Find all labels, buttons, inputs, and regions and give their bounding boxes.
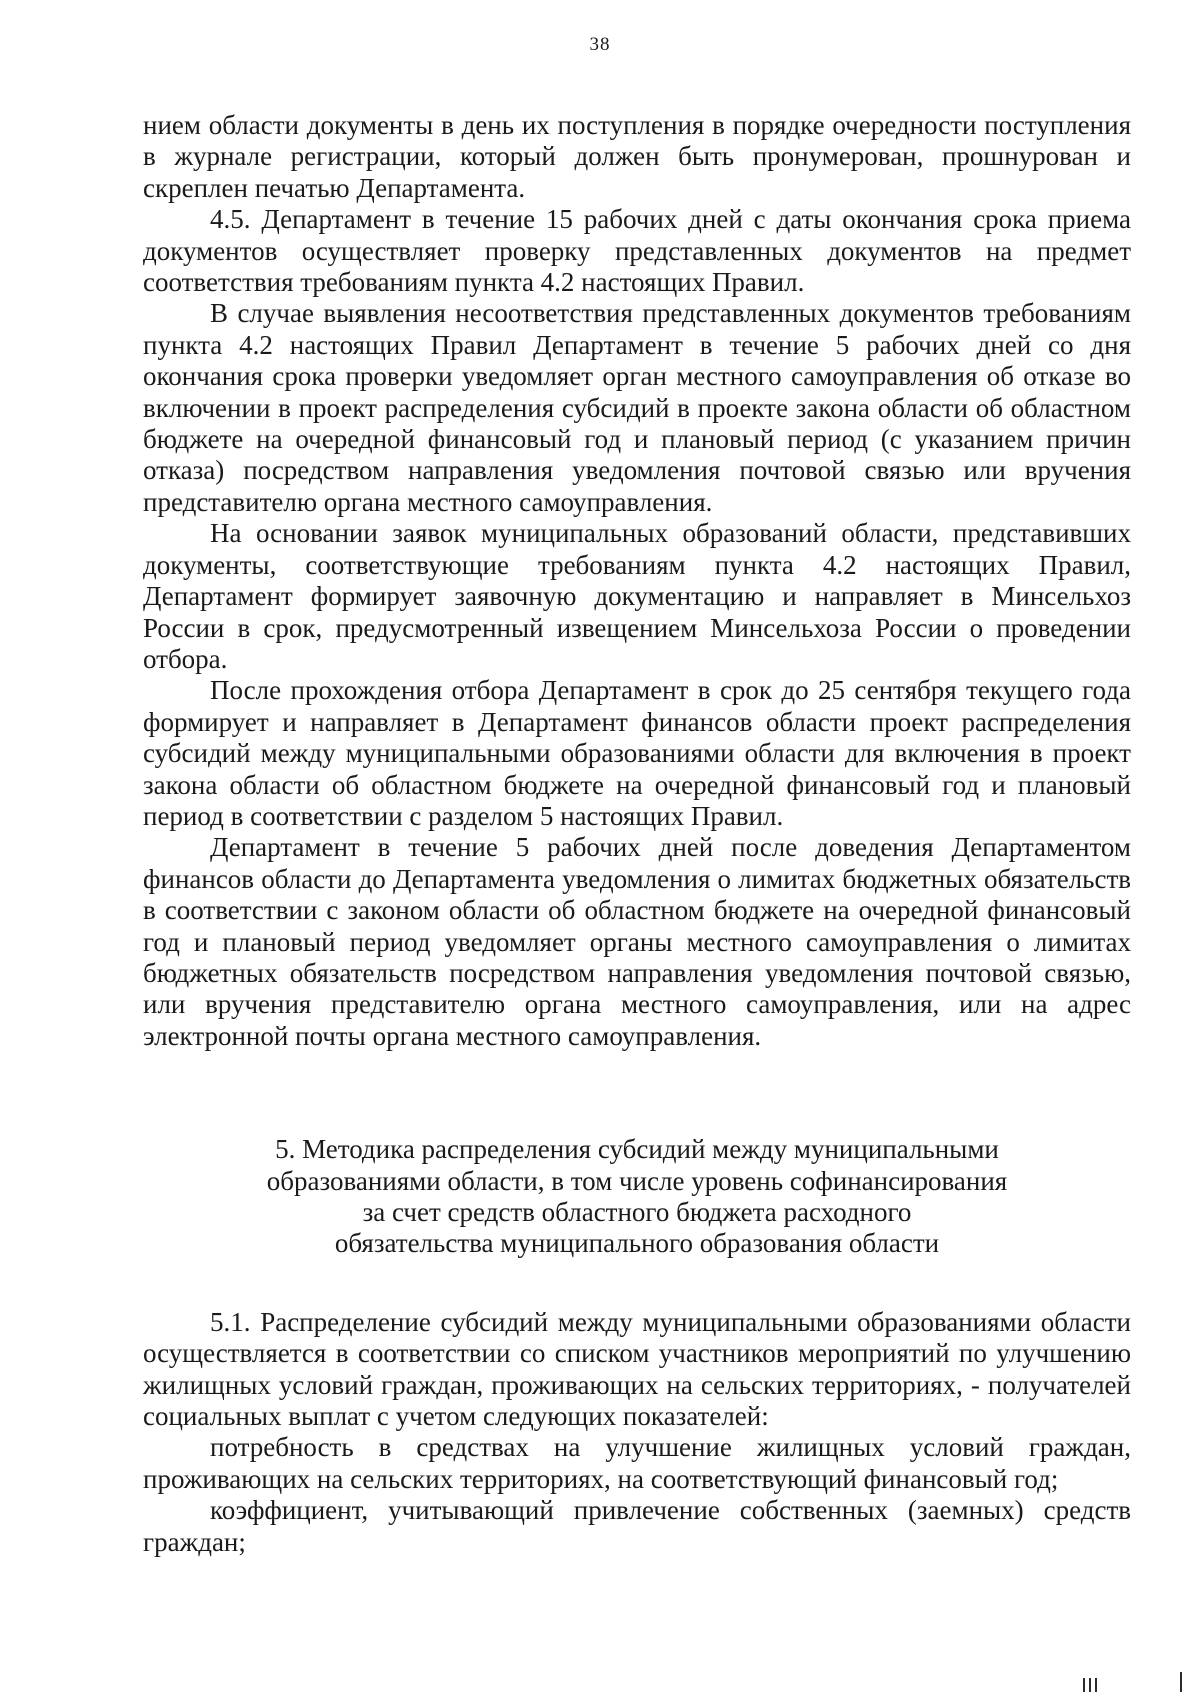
document-body (143, 110, 1131, 1558)
section-heading-line: 5. Методика распределения субсидий между муниципальными (275, 1134, 999, 1165)
paragraph-budget-limits: Департамент в течение 5 рабочих дней после доведения Департаментом финансов области до Департамента уведомления о лимитах бюджетных обязательств в соответствии с законом области об областном бюджете на очередной финансовый год и плановый период уведомляет органы местного самоуправления о лимитах бюджетных обязательств посредством направления уведомления почтовой связью, или вручения представителю органа местного самоуправления, или на адрес электронной почты органа местного самоуправления. (143, 832, 1131, 1051)
paragraph-4-5: 4.5. Департамент в течение 15 рабочих дней с даты окончания срока приема документов осуществляет проверку представленных документов на предмет соответствия требованиям пункта 4.2 настоящих Правил. (143, 204, 1131, 298)
section-heading-line: обязательства муниципального образования области (334, 1228, 940, 1259)
paragraph-rejection-notice: В случае выявления несоответствия представленных документов требованиям пункта 4.2 настоящих Правил Департамент в течение 5 рабочих дней со дня окончания срока проверки уведомляет орган местного самоуправления об отказе во включении в проект распределения субсидий в проекте закона области об областном бюджете на очередной финансовый год и плановый период (с указанием причин отказа) посредством направления уведомления почтовой связью или вручения представителю органа местного самоуправления. (143, 298, 1131, 517)
section-heading-line: за счет средств областного бюджета расходного (362, 1197, 912, 1227)
page-number: 38 (589, 34, 611, 55)
section-heading-line: образованиями области, в том числе уровень софинансирования (266, 1165, 1008, 1196)
scan-artifact-mark (1180, 1672, 1182, 1692)
paragraph-after-selection: После прохождения отбора Департамент в срок до 25 сентября текущего года формирует и направляет в Департамент финансов области проект распределения субсидий между муниципальными образованиями области для включения в проект закона области об областном бюджете на очередной финансовый год и плановый период в соответствии с разделом 5 настоящих Правил. (143, 675, 1131, 831)
paragraph-application-documents: На основании заявок муниципальных образований области, представивших документы, соответствующие требованиям пункта 4.2 настоящих Правил, Департамент формирует заявочную документацию и направляет в Минсельхоз России в срок, предусмотренный извещением Минсельхоза России о проведении отбора. (143, 518, 1131, 674)
scan-artifact-mark (1083, 1678, 1085, 1692)
section-5-heading (143, 1134, 1131, 1260)
scan-artifact-mark (1095, 1678, 1097, 1692)
list-item-need-indicator: потребность в средствах на улучшение жилищных условий граждан, проживающих на сельских территориях, на соответствующий финансовый год; (143, 1432, 1131, 1494)
scan-artifact-mark (1089, 1678, 1091, 1692)
paragraph-continuation: нием области документы в день их поступления в порядке очередности поступления в журнале регистрации, который должен быть пронумерован, прошнурован и скреплен печатью Департамента. (143, 110, 1131, 203)
list-item-coefficient-indicator: коэффициент, учитывающий привлечение собственных (заемных) средств граждан; (143, 1495, 1131, 1557)
paragraph-5-1: 5.1. Распределение субсидий между муниципальными образованиями области осуществляется в соответствии со списком участников мероприятий по улучшению жилищных условий граждан, проживающих на сельских территориях, - получателей социальных выплат с учетом следующих показателей: (143, 1306, 1131, 1432)
